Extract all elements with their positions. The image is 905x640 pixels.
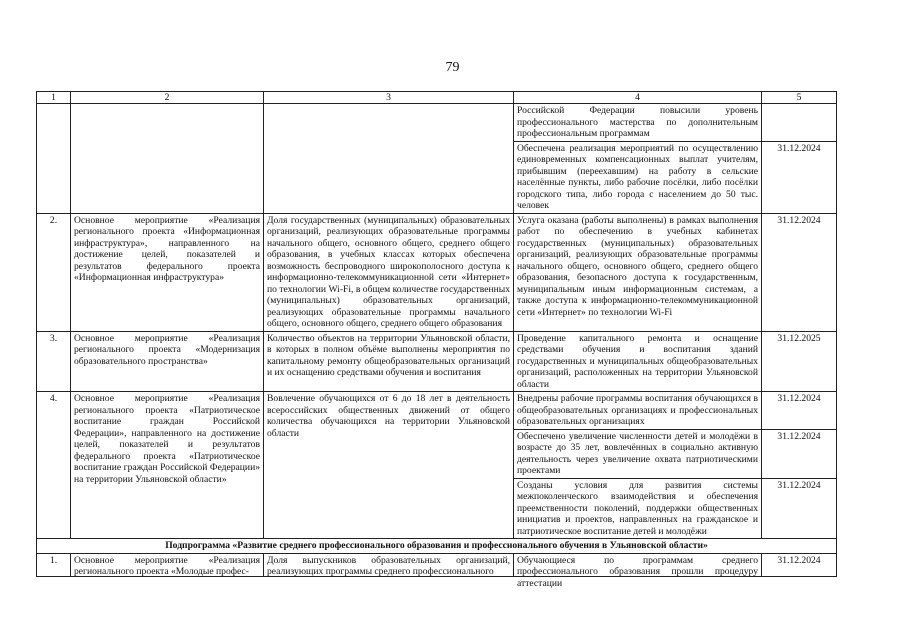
table-row <box>37 213 837 331</box>
deadline-date: 31.12.2024 <box>762 392 837 430</box>
activity-name <box>71 553 264 576</box>
row-number: 4. <box>37 392 71 539</box>
result-text: Проведение капитального ремонта и оснащение средствами обучения и воспитания зданий государственных и муниципальных общеобразовательных организаций, расположенных на территории Ульяновской области <box>514 331 762 392</box>
header-col-4: 4 <box>514 92 762 104</box>
indicator-text: Вовлечение обучающихся от 6 до 18 лет в деятельность всероссийских общественных движений от общего количества обучающихся на территории Ульяновской области <box>264 392 514 539</box>
header-col-5: 5 <box>762 92 837 104</box>
activity-name: Основное мероприятие «Реализация регионального проекта «Информационная инфраструктура», направленного на достижение целей, показателей и результатов федерального проекта «Информационная инфраструктура» <box>71 213 264 331</box>
header-row <box>37 92 837 104</box>
result-text: Обеспечена реализация мероприятий по осуществлению единовременных компенсационных выплат учителям, прибывшим (переехавшим) на работу в сельские населённые пункты, либо рабочие посёлки, либо посёлки городского типа, либо города с населением до 50 тыс. человек <box>514 141 762 213</box>
deadline-date: 31.12.2025 <box>762 331 837 392</box>
result-text: Внедрены рабочие программы воспитания обучающихся в общеобразовательных организациях и профессиональных образовательных организациях <box>514 392 762 430</box>
row-number: 3. <box>37 331 71 392</box>
subprogram-title: Подпрограмма «Развитие среднего профессионального образования и профессионального обучения в Ульяновской области» <box>37 539 837 554</box>
table-row <box>37 331 837 392</box>
activity-name-text: Основное мероприятие «Реализация регионального проекта «Молодые профес- <box>74 554 260 577</box>
deadline-date: 31.12.2024 <box>762 141 837 213</box>
indicator-text-content: Доля выпускников образовательных организаций, реализующих программы среднего профессионального <box>267 554 510 577</box>
row-number: 2. <box>37 213 71 331</box>
deadline-date: 31.12.2024 <box>762 213 837 331</box>
result-text <box>514 553 762 589</box>
cell-empty <box>264 104 514 214</box>
table-row <box>37 104 837 142</box>
activities-table <box>36 91 837 589</box>
result-text: Российской Федерации повысили уровень профессионального мастерства по дополнительным профессиональным программам <box>514 104 762 142</box>
header-col-3: 3 <box>264 92 514 104</box>
indicator-text <box>264 553 514 576</box>
result-text-content: Обучающиеся по программам среднего профессионального образования прошли процедуру аттестации <box>517 554 758 589</box>
deadline-date: 31.12.2024 <box>762 478 837 539</box>
header-col-2: 2 <box>71 92 264 104</box>
cell-empty <box>71 104 264 214</box>
activity-name: Основное мероприятие «Реализация регионального проекта «Модернизация образовательного пространства» <box>71 331 264 392</box>
indicator-text: Доля государственных (муниципальных) образовательных организаций, реализующих образовательные программы начального общего, основного общего, среднего общего образования, в учебных классах которых обеспечена возможность беспроводного широкополосного доступа к информационно-телекоммуникационной сети «Интернет» по технологии Wi-Fi, в общем количестве государственных (муниципальных) образовательных организаций, реализующих образовательные программы начального общего, основного общего, среднего общего образования <box>264 213 514 331</box>
activity-name: Основное мероприятие «Реализация регионального проекта «Патриотическое воспитание граждан Российской Федерации», направленного на достижение целей, показателей и результатов федерального проекта «Патриотическое воспитание граждан Российской Федерации» на территории Ульяновской области» <box>71 392 264 539</box>
table-row <box>37 392 837 430</box>
result-text: Созданы условия для развития системы межпоколенческого взаимодействия и обеспечения преемственности поколений, поддержки общественных инициатив и проектов, направленных на гражданское и патриотическое воспитание детей и молодёжи <box>514 478 762 539</box>
page-number: 79 <box>445 60 460 75</box>
result-text: Обеспечено увеличение численности детей и молодёжи в возрасте до 35 лет, вовлечённых в социально активную деятельность через увеличение охвата патриотическими проектами <box>514 429 762 478</box>
deadline-date: 31.12.2024 <box>762 429 837 478</box>
indicator-text: Количество объектов на территории Ульяновской области, в которых в полном объёме выполнены мероприятия по капитальному ремонту общеобразовательных организаций и их оснащению средствами обучения и воспитания <box>264 331 514 392</box>
deadline-date: 31.12.2024 <box>762 553 837 576</box>
row-number: 1. <box>37 553 71 576</box>
header-col-1: 1 <box>37 92 71 104</box>
cell-empty <box>762 104 837 142</box>
table-row <box>37 553 837 576</box>
result-text: Услуга оказана (работы выполнены) в рамках выполнения работ по обеспечению в учебных кабинетах государственных (муниципальных) образовательных организаций, реализующих образовательные программы начального общего, основного общего, среднего общего образования, безопасного доступа к государственным, муниципальным иным информационным системам, а также доступа к информационно-телекоммуникационной сети «Интернет» по технологии Wi-Fi <box>514 213 762 331</box>
cell-empty <box>37 104 71 214</box>
subprogram-row <box>37 539 837 554</box>
